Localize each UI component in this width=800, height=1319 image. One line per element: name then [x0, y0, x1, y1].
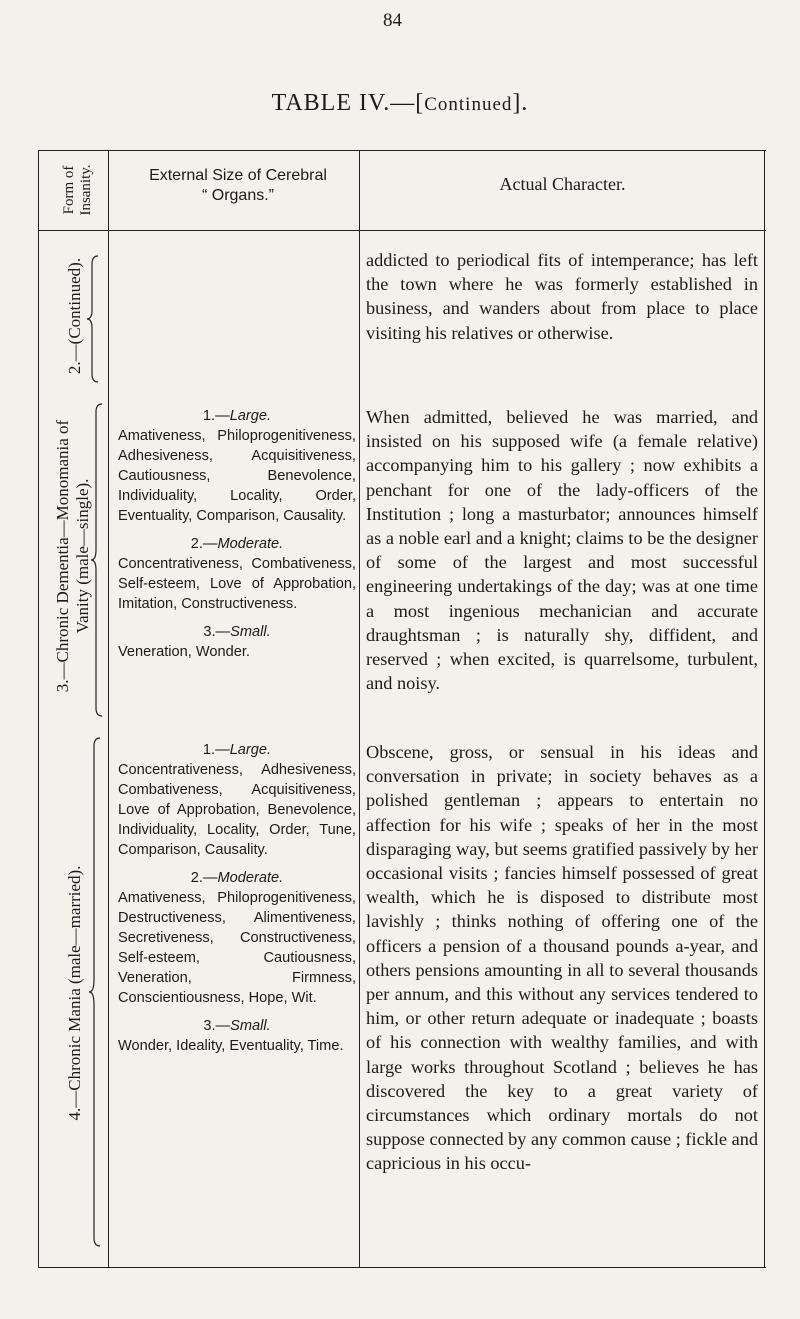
- side-label-row-4-line: 4.—Chronic Mania (male—married).: [65, 865, 84, 1120]
- organs-row-4-large-heading: 1.—Large.: [202, 742, 272, 758]
- organs-row-3-large-list: Amativeness, Philoprogenitiveness, Adhesiveness, Acquisitiveness, Cautiousness, Benevolence, Individuality, Locality, Order, Eventuality, Comparison, Causality.: [118, 428, 356, 524]
- table-title: [0, 90, 800, 117]
- header-actual-character: Actual Character.: [499, 174, 626, 194]
- actual-row-3: [366, 405, 758, 695]
- organs-row-3: [118, 406, 356, 670]
- table-title-continued: Continued: [424, 94, 513, 115]
- side-label-row-4: [62, 740, 88, 1245]
- actual-row-3-text: When admitted, believed he was married, and insisted on his supposed wife (a female relative) accompanying him to his gallery ; now exhibits a penchant for one of the lady-officers of the Institution ; long a masturbator; announces himself as a noble earl and a knight; claims to be the designer of some of the largest and most successful engineering undertakings of the day; was at one time a most ingenious mechanician and accurate draughtsman ; is naturally shy, diffident, and reserved ; when excited, is quarrelsome, turbulent, and noisy.: [366, 407, 758, 694]
- header-bottom-rule: [38, 230, 766, 231]
- header-external-line-1: External Size of Cerebral: [149, 167, 327, 184]
- organs-row-4-moderate-heading: 2.—Moderate.: [190, 870, 284, 886]
- table-title-end: ].: [512, 90, 529, 116]
- brace-row-4: [88, 736, 102, 1248]
- actual-row-2-text: addicted to periodical fits of intemperance; has left the town where he was formerly established in business, and wanders about from place to place visiting his relatives or otherwise.: [366, 250, 758, 343]
- organs-row-3-moderate-heading: 2.—Moderate.: [190, 536, 284, 552]
- organs-row-4: [118, 740, 356, 1064]
- table-bottom-rule: [38, 1267, 766, 1268]
- side-label-row-3-line-1: 3.—Chronic Dementia—Monomania of: [53, 419, 72, 693]
- side-label-row-2: [62, 250, 88, 382]
- organs-row-4-moderate-list: Amativeness, Philoprogenitiveness, Destructiveness, Alimentiveness, Secretiveness, Constructiveness, Self-esteem, Cautiousness, Veneration, Firmness, Conscientiousness, Hope, Wit.: [118, 890, 356, 1006]
- organs-row-3-small-list: Veneration, Wonder.: [118, 644, 250, 660]
- table-top-rule: [38, 150, 766, 151]
- organs-row-3-large-heading: 1.—Large.: [202, 408, 272, 424]
- table-left-rule: [38, 150, 39, 1268]
- table-right-rule: [764, 150, 765, 1268]
- table-title-main: TABLE IV.—[: [271, 90, 425, 116]
- page-number: 84: [383, 10, 402, 31]
- side-label-row-3-line-2: Vanity (male—single).: [73, 478, 92, 634]
- column-rule-2: [359, 150, 360, 1268]
- header-external-line-2: “ Organs.”: [201, 187, 274, 204]
- actual-row-4-text: Obscene, gross, or sensual in his ideas and conversation in private; in society behaves as a polished gentleman ; appears to entertain no affection for his wife ; speaks of her in the most disparaging way, but seems gratified passively by her occasional visits ; fancies himself possessed of great wealth, which he is disposed to distribute most lavishly ; thinks nothing of offering one of the officers a pension of a thousand pounds a-year, and others pensions amounting in all to several thousands per annum, and this without any services tendered to him, or other return adequate or inadequate ; boasts of his connection with wealthy families, and with large works throughout Scotland ; believes he has discovered the key to a great variety of circumstances which ordinary mortals do not suppose connected by any common cause ; fickle and capricious in his occu-: [366, 742, 758, 1174]
- header-external-size: [118, 166, 358, 206]
- organs-row-4-small-list: Wonder, Ideality, Eventuality, Time.: [118, 1038, 344, 1054]
- actual-row-2: [366, 248, 758, 345]
- organs-row-4-small-heading: 3.—Small.: [203, 1018, 271, 1034]
- brace-row-3: [90, 402, 104, 718]
- actual-row-4: [366, 740, 758, 1176]
- brace-row-2: [86, 254, 100, 384]
- header-form-line-1: Form of: [61, 165, 77, 215]
- column-rule-1: [108, 150, 109, 1268]
- header-form-line-2: Insanity.: [78, 164, 94, 216]
- organs-row-4-large-list: Concentrativeness, Adhesiveness, Combativeness, Acquisitiveness, Love of Approbation, Benevolence, Individuality, Locality, Order, Tune, Comparison, Causality.: [118, 762, 356, 858]
- header-form-of-insanity: [56, 150, 100, 230]
- side-label-row-2-line: 2.—(Continued).: [65, 257, 84, 375]
- organs-row-3-moderate-list: Concentrativeness, Combativeness, Self-esteem, Love of Approbation, Imitation, Constructiveness.: [118, 556, 356, 612]
- organs-row-3-small-heading: 3.—Small.: [203, 624, 271, 640]
